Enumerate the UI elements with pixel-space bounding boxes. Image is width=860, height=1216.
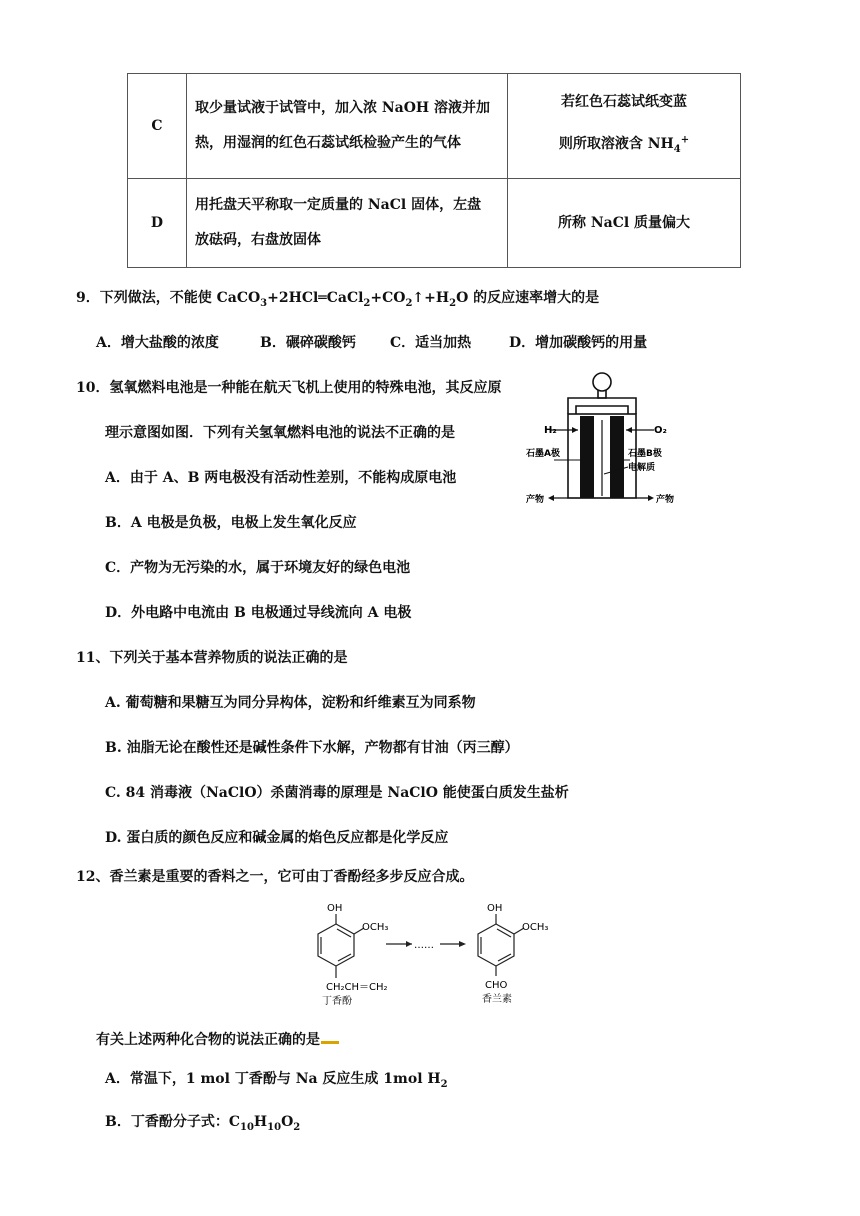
subscript: 4 bbox=[673, 143, 681, 155]
right-electrode-label: 石墨B极 bbox=[628, 449, 662, 459]
product-left-label: 产物 bbox=[526, 495, 545, 505]
options-table bbox=[127, 73, 741, 268]
q10-stem-line2: 理示意图如图．下列有关氢氧燃料电池的说法不正确的是 bbox=[105, 425, 455, 441]
q11-option-d: D. 蛋白质的颜色反应和碱金属的焰色反应都是化学反应 bbox=[105, 830, 449, 846]
q11-option-a: A. 葡萄糖和果糖互为同分异构体，淀粉和纤维素互为同系物 bbox=[105, 695, 476, 711]
electrolyte-label: 电解质 bbox=[628, 463, 656, 473]
q11-option-c: C. 84 消毒液（NaClO）杀菌消毒的原理是 NaClO 能使蛋白质发生盐析 bbox=[105, 785, 569, 801]
row-result bbox=[508, 179, 741, 268]
option-text: O bbox=[281, 1114, 294, 1130]
option-text: A．常温下，1 mol 丁香酚与 Na 反应生成 1mol H bbox=[105, 1071, 441, 1087]
option-text: B．丁香酚分子式：C bbox=[105, 1114, 240, 1130]
option-text: H bbox=[253, 1114, 268, 1130]
q10-option-a: A．由于 A、B 两电极没有活动性差别，不能构成原电池 bbox=[105, 470, 457, 486]
table-row bbox=[128, 74, 741, 179]
row-operation bbox=[187, 179, 508, 268]
subscript: 2 bbox=[363, 297, 371, 309]
result-line: 所称 NaCl 质量偏大 bbox=[557, 215, 691, 231]
dots-label: …… bbox=[414, 940, 434, 951]
subscript: 2 bbox=[440, 1078, 448, 1090]
result-line bbox=[558, 134, 690, 155]
q11-stem: 11、下列关于基本营养物质的说法正确的是 bbox=[76, 650, 348, 666]
subscript: 3 bbox=[260, 297, 268, 309]
q12-stem: 12、香兰素是重要的香料之一，它可由丁香酚经多步反应合成。 bbox=[76, 869, 474, 885]
cho-label: CHO bbox=[485, 980, 508, 991]
superscript: + bbox=[680, 134, 690, 146]
stem-text: O 的反应速率增大的是 bbox=[456, 290, 600, 306]
q9-option-d: D．增加碳酸钙的用量 bbox=[509, 335, 648, 351]
och3-label-2: OCH₃ bbox=[522, 922, 549, 933]
row-letter: C bbox=[128, 74, 187, 179]
stem-text: +CO bbox=[370, 290, 406, 306]
o2-label: O₂ bbox=[654, 425, 667, 436]
left-electrode-label: 石墨A极 bbox=[526, 449, 560, 459]
operation-line: 热，用湿润的红色石蕊试纸检验产生的气体 bbox=[195, 135, 461, 151]
q12-option-a bbox=[105, 1068, 448, 1090]
h2-label: H₂ bbox=[544, 425, 557, 436]
q9-stem bbox=[76, 287, 599, 309]
table-row bbox=[128, 179, 741, 268]
subscript: 2 bbox=[405, 297, 413, 309]
oh-label-2: OH bbox=[487, 903, 503, 914]
name-right-label: 香兰素 bbox=[482, 994, 512, 1005]
operation-line: 用托盘天平称取一定质量的 NaCl 固体，左盘 bbox=[195, 197, 482, 213]
oh-label: OH bbox=[327, 903, 343, 914]
row-operation bbox=[187, 74, 508, 179]
reaction-scheme bbox=[300, 900, 570, 1012]
subscript: 2 bbox=[293, 1121, 301, 1133]
subscript: 10 bbox=[239, 1121, 254, 1133]
q10-option-d: D．外电路中电流由 B 电极通过导线流向 A 电极 bbox=[105, 605, 412, 621]
product-right-label: 产物 bbox=[656, 495, 674, 505]
och3-label: OCH₃ bbox=[362, 922, 389, 933]
fuel-cell-diagram bbox=[524, 370, 674, 510]
q12-sub-stem bbox=[96, 1029, 339, 1049]
q9-option-c: C．适当加热 bbox=[390, 335, 472, 351]
stem-text: +2HCl═CaCl bbox=[267, 290, 364, 306]
bulb-icon bbox=[593, 373, 611, 391]
q11-option-b: B. 油脂无论在酸性还是碱性条件下水解，产物都有甘油（丙三醇） bbox=[105, 740, 519, 756]
result-text: 则所取溶液含 NH bbox=[558, 135, 674, 152]
q9-option-b: B．碾碎碳酸钙 bbox=[260, 335, 356, 351]
q10-stem-line1: 10．氢氧燃料电池是一种能在航天飞机上使用的特殊电池，其反应原 bbox=[76, 380, 502, 396]
q10-option-c: C．产物为无污染的水，属于环境友好的绿色电池 bbox=[105, 560, 411, 576]
answer-blank-mark bbox=[321, 1041, 339, 1044]
operation-line: 放砝码，右盘放固体 bbox=[195, 232, 321, 248]
subscript: 2 bbox=[449, 297, 457, 309]
stem-text: 9．下列做法，不能使 CaCO bbox=[76, 290, 261, 306]
row-letter: D bbox=[128, 179, 187, 268]
name-left-label: 丁香酚 bbox=[322, 996, 352, 1007]
side-chain-label: CH₂CH＝CH₂ bbox=[326, 982, 388, 993]
row-result bbox=[508, 74, 741, 179]
result-line: 若红色石蕊试纸变蓝 bbox=[561, 94, 687, 111]
operation-line: 取少量试液于试管中，加入浓 NaOH 溶液并加 bbox=[195, 100, 491, 116]
subscript: 10 bbox=[267, 1121, 282, 1133]
q10-option-b: B．A 电极是负极，电极上发生氧化反应 bbox=[105, 515, 357, 531]
q12-option-b bbox=[105, 1111, 300, 1133]
stem-text: ↑+H bbox=[412, 290, 450, 306]
q9-option-a: A．增大盐酸的浓度 bbox=[96, 335, 219, 351]
sub-stem-text: 有关上述两种化合物的说法正确的是 bbox=[96, 1032, 320, 1048]
